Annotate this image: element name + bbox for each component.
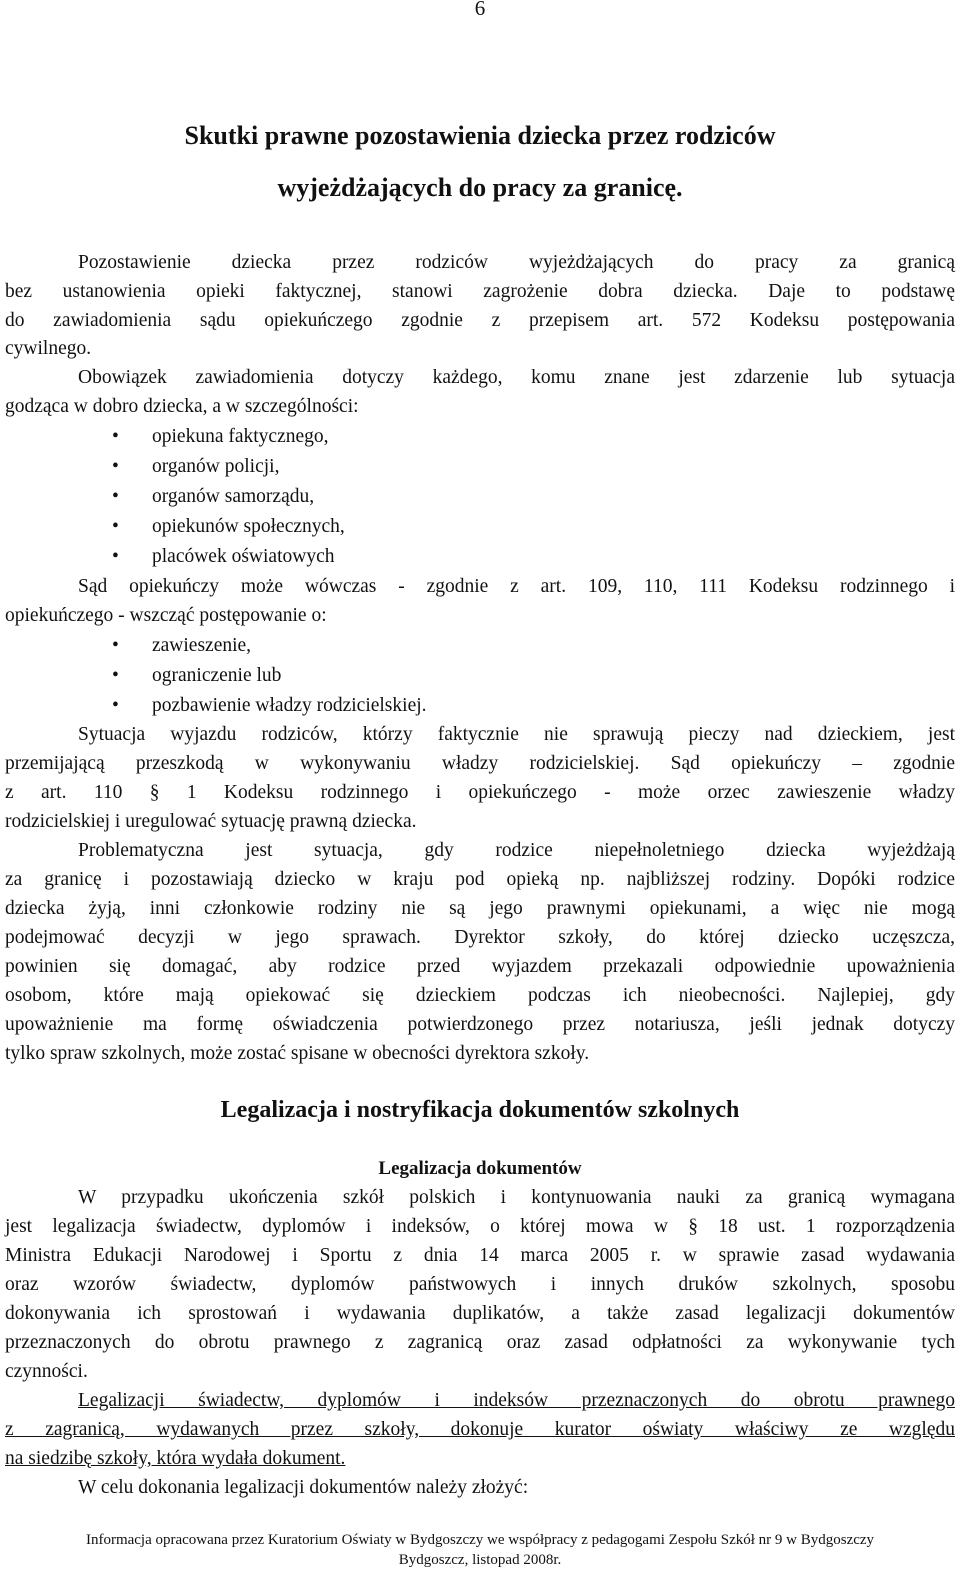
paragraph-line: Problematyczna jest sytuacja, gdy rodzice niepełnoletniego dziecka wyjeżdżają	[78, 840, 955, 861]
paragraph-line: rodzicielskiej i uregulować sytuację prawną dziecka.	[5, 811, 417, 832]
list-item: opiekunów społecznych,	[152, 516, 345, 537]
paragraph-line: jest legalizacja świadectw, dyplomów i indeksów, o której mowa w § 18 ust. 1 rozporządzenia	[5, 1216, 955, 1237]
paragraph-line: przeznaczonych do obrotu prawnego z zagranicą oraz zasad odpłatności za wykonywanie tych	[5, 1332, 955, 1353]
bullet-icon: •	[112, 426, 119, 447]
paragraph-line: W przypadku ukończenia szkół polskich i kontynuowania nauki za granicą wymagana	[78, 1187, 955, 1208]
list-item: organów policji,	[152, 456, 280, 477]
bullet-icon: •	[112, 635, 119, 656]
title-line-2: wyjeżdżających do pracy za granicę.	[277, 173, 683, 202]
paragraph-line: godząca w dobro dziecka, a w szczególności:	[5, 396, 359, 417]
underlined-paragraph-line: z zagranicą, wydawanych przez szkoły, dokonuje kurator oświaty właściwy ze względu	[5, 1419, 955, 1440]
paragraph-line: tylko spraw szkolnych, może zostać spisane w obecności dyrektora szkoły.	[5, 1043, 590, 1064]
paragraph-line: Sytuacja wyjazdu rodziców, którzy faktycznie nie sprawują pieczy nad dzieckiem, jest	[78, 724, 955, 745]
paragraph-line: upoważnienie ma formę oświadczenia potwierdzonego przez notariusza, jeśli jednak dotyczy	[5, 1014, 955, 1035]
paragraph-line: dokonywania ich sprostowań i wydawania duplikatów, a także zasad legalizacji dokumentów	[5, 1303, 955, 1324]
paragraph-line: Obowiązek zawiadomienia dotyczy każdego, komu znane jest zdarzenie lub sytuacja	[78, 367, 955, 388]
list-item: organów samorządu,	[152, 486, 315, 507]
list-item: opiekuna faktycznego,	[152, 426, 329, 447]
bullet-icon: •	[112, 456, 119, 477]
paragraph-line: Pozostawienie dziecka przez rodziców wyjeżdżających do pracy za granicą	[78, 252, 955, 273]
paragraph-line: dziecka żyją, inni członkowie rodziny nie są jego prawnymi opiekunami, a więc nie mogą	[5, 898, 955, 919]
bullet-icon: •	[112, 546, 119, 567]
list-item: zawieszenie,	[152, 635, 252, 656]
section-title: Legalizacja i nostryfikacja dokumentów szkolnych	[220, 1097, 740, 1123]
list-item: placówek oświatowych	[152, 546, 335, 567]
underlined-paragraph-line: na siedzibę szkoły, która wydała dokument.	[5, 1448, 346, 1469]
page-number: 6	[474, 0, 486, 20]
paragraph-line: osobom, które mają opiekować się dzieckiem podczas ich nieobecności. Najlepiej, gdy	[5, 985, 955, 1006]
bullet-icon: •	[112, 516, 119, 537]
paragraph-line: do zawiadomienia sądu opiekuńczego zgodnie z przepisem art. 572 Kodeksu postępowania	[5, 310, 955, 331]
list-item: ograniczenie lub	[152, 665, 282, 686]
footer-line-2: Bydgoszcz, listopad 2008r.	[398, 1552, 562, 1568]
title-line-1: Skutki prawne pozostawienia dziecka przez rodziców	[184, 121, 776, 150]
list-item: pozbawienie władzy rodzicielskiej.	[152, 695, 427, 716]
paragraph-line: powinien się domagać, aby rodzice przed wyjazdem przekazali odpowiednie upoważnienia	[5, 956, 955, 977]
paragraph-line: cywilnego.	[5, 338, 92, 359]
bullet-icon: •	[112, 665, 119, 686]
paragraph-line: opiekuńczego - wszcząć postępowanie o:	[5, 605, 327, 626]
paragraph-line: z art. 110 § 1 Kodeksu rodzinnego i opiekuńczego - może orzec zawieszenie władzy	[5, 782, 955, 803]
paragraph-line: Ministra Edukacji Narodowej i Sportu z dnia 14 marca 2005 r. w sprawie zasad wydawania	[5, 1245, 955, 1266]
paragraph-line: W celu dokonania legalizacji dokumentów należy złożyć:	[78, 1477, 529, 1498]
bullet-icon: •	[112, 486, 119, 507]
paragraph-line: przemijającą przeszkodą w wykonywaniu władzy rodzicielskiej. Sąd opiekuńczy – zgodnie	[5, 753, 955, 774]
paragraph-line: bez ustanowienia opieki faktycznej, stanowi zagrożenie dobra dziecka. Daje to podstawę	[5, 281, 955, 302]
underlined-paragraph-line: Legalizacji świadectw, dyplomów i indeksów przeznaczonych do obrotu prawnego	[78, 1390, 955, 1411]
paragraph-line: podejmować decyzji w jego sprawach. Dyrektor szkoły, do której dziecko uczęszcza,	[5, 927, 955, 948]
subsection-title: Legalizacja dokumentów	[378, 1158, 582, 1179]
paragraph-line: za granicę i pozostawiają dziecko w kraju pod opieką np. najbliższej rodziny. Dopóki rodzice	[5, 869, 955, 890]
paragraph-line: czynności.	[5, 1361, 88, 1382]
footer-line-1: Informacja opracowana przez Kuratorium Oświaty w Bydgoszczy we współpracy z pedagogami Zespołu Szkół nr 9 w Bydgoszczy	[85, 1532, 875, 1548]
paragraph-line: oraz wzorów świadectw, dyplomów państwowych i innych druków szkolnych, sposobu	[5, 1274, 955, 1295]
paragraph-line: Sąd opiekuńczy może wówczas - zgodnie z art. 109, 110, 111 Kodeksu rodzinnego i	[78, 576, 955, 597]
bullet-icon: •	[112, 695, 119, 716]
